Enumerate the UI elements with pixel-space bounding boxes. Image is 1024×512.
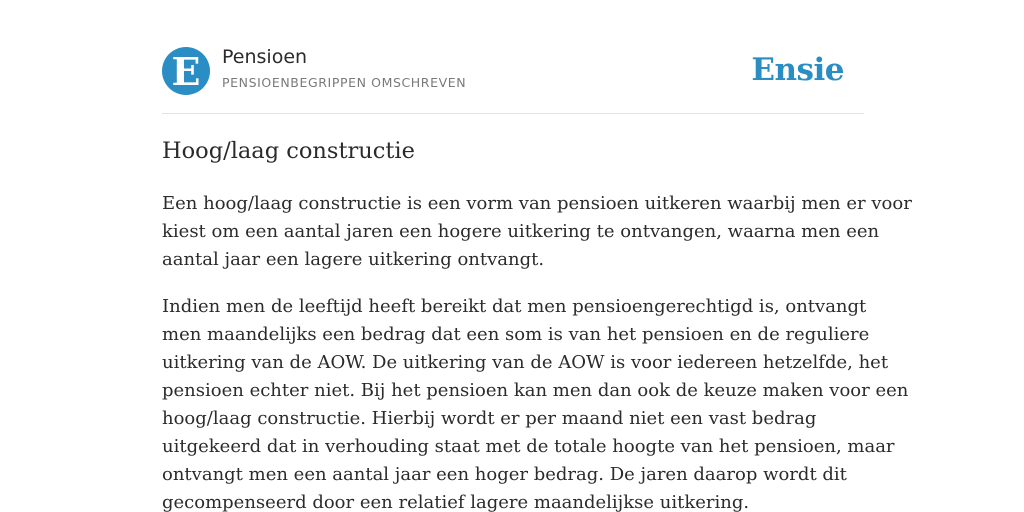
paragraph-line: Indien men de leeftijd heeft bereikt dat men pensioengerechtigd is, ontvangt: [162, 296, 867, 317]
site-subtitle: PENSIOENBEGRIPPEN OMSCHREVEN: [222, 75, 467, 90]
paragraph-line: gecompenseerd door een relatief lagere maandelijkse uitkering.: [162, 492, 750, 512]
paragraph-line: aantal jaar een lagere uitkering ontvangt.: [162, 249, 545, 270]
site-title-link[interactable]: Pensioen: [222, 46, 308, 68]
paragraph-line: ontvangt men een aantal jaar een hoger bedrag. De jaren daarop wordt dit: [162, 464, 847, 485]
ensie-brand-link[interactable]: Ensie: [751, 52, 844, 88]
logo-letter: E: [171, 48, 201, 94]
paragraph-line: uitgekeerd dat in verhouding staat met de totale hoogte van het pensioen, maar: [162, 436, 895, 457]
paragraph-line: hoog/laag constructie. Hierbij wordt er per maand niet een vast bedrag: [162, 408, 817, 429]
article-paragraph-2: [162, 293, 909, 512]
ensie-logo-badge[interactable]: [162, 47, 210, 95]
paragraph-line: kiest om een aantal jaren een hogere uitkering te ontvangen, waarna men een: [162, 221, 880, 242]
article-paragraph-1: [162, 190, 912, 274]
content-column: [162, 0, 912, 512]
paragraph-line: men maandelijks een bedrag dat een som is van het pensioen en de reguliere: [162, 324, 870, 345]
paragraph-line: Een hoog/laag constructie is een vorm van pensioen uitkeren waarbij men er voor: [162, 193, 912, 214]
article-title: Hoog/laag constructie: [162, 138, 415, 164]
site-header: [162, 0, 864, 114]
paragraph-line: pensioen echter niet. Bij het pensioen kan men dan ook de keuze maken voor een: [162, 380, 909, 401]
paragraph-line: uitkering van de AOW. De uitkering van de AOW is voor iedereen hetzelfde, het: [162, 352, 889, 373]
